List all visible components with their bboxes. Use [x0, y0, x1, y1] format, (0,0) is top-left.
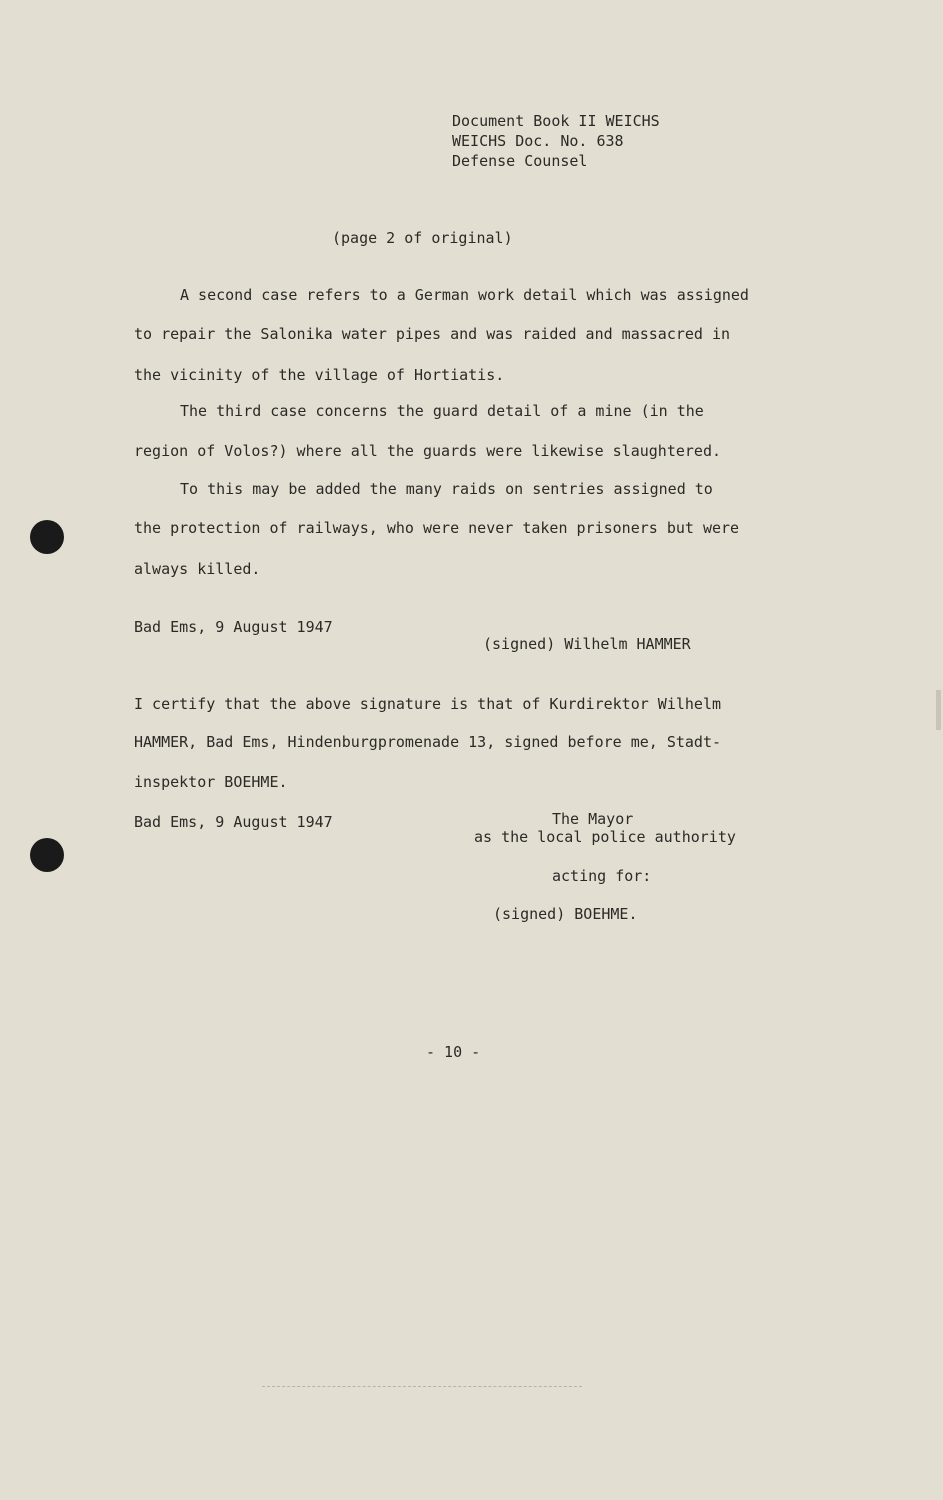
police-authority: as the local police authority: [474, 828, 736, 846]
paragraph-1-line-2: to repair the Salonika water pipes and was raided and massacred in: [134, 325, 731, 343]
punch-hole-top: [30, 520, 64, 554]
punch-hole-bottom: [30, 838, 64, 872]
paragraph-3-line-2: the protection of railways, who were never taken prisoners but were: [134, 519, 740, 537]
paragraph-2-line-2: region of Volos?) where all the guards were likewise slaughtered.: [134, 442, 721, 460]
acting-for: acting for:: [552, 867, 652, 885]
header-line-3: Defense Counsel: [452, 152, 588, 170]
paragraph-3-line-1: To this may be added the many raids on sentries assigned to: [180, 480, 713, 498]
page-number: - 10 -: [426, 1043, 481, 1061]
mayor-title: The Mayor: [552, 810, 634, 828]
signature-hammer: (signed) Wilhelm HAMMER: [483, 635, 691, 653]
signature-boehme: (signed) BOEHME.: [493, 905, 638, 923]
paragraph-3-line-3: always killed.: [134, 560, 261, 578]
place-date-2: Bad Ems, 9 August 1947: [134, 813, 333, 831]
page-note: (page 2 of original): [332, 229, 513, 247]
certification-line-2: HAMMER, Bad Ems, Hindenburgpromenade 13, signed before me, Stadt-: [134, 733, 721, 751]
header-line-2: WEICHS Doc. No. 638: [452, 132, 624, 150]
faint-dashed-line: [262, 1386, 582, 1387]
paragraph-1-line-1: A second case refers to a German work detail which was assigned: [180, 286, 749, 304]
paragraph-2-line-1: The third case concerns the guard detail of a mine (in the: [180, 402, 704, 420]
certification-line-1: I certify that the above signature is that of Kurdirektor Wilhelm: [134, 695, 721, 713]
place-date-1: Bad Ems, 9 August 1947: [134, 618, 333, 636]
certification-line-3: inspektor BOEHME.: [134, 773, 288, 791]
header-line-1: Document Book II WEICHS: [452, 112, 660, 130]
right-edge-mark: [936, 690, 941, 730]
paragraph-1-line-3: the vicinity of the village of Hortiatis.: [134, 366, 505, 384]
